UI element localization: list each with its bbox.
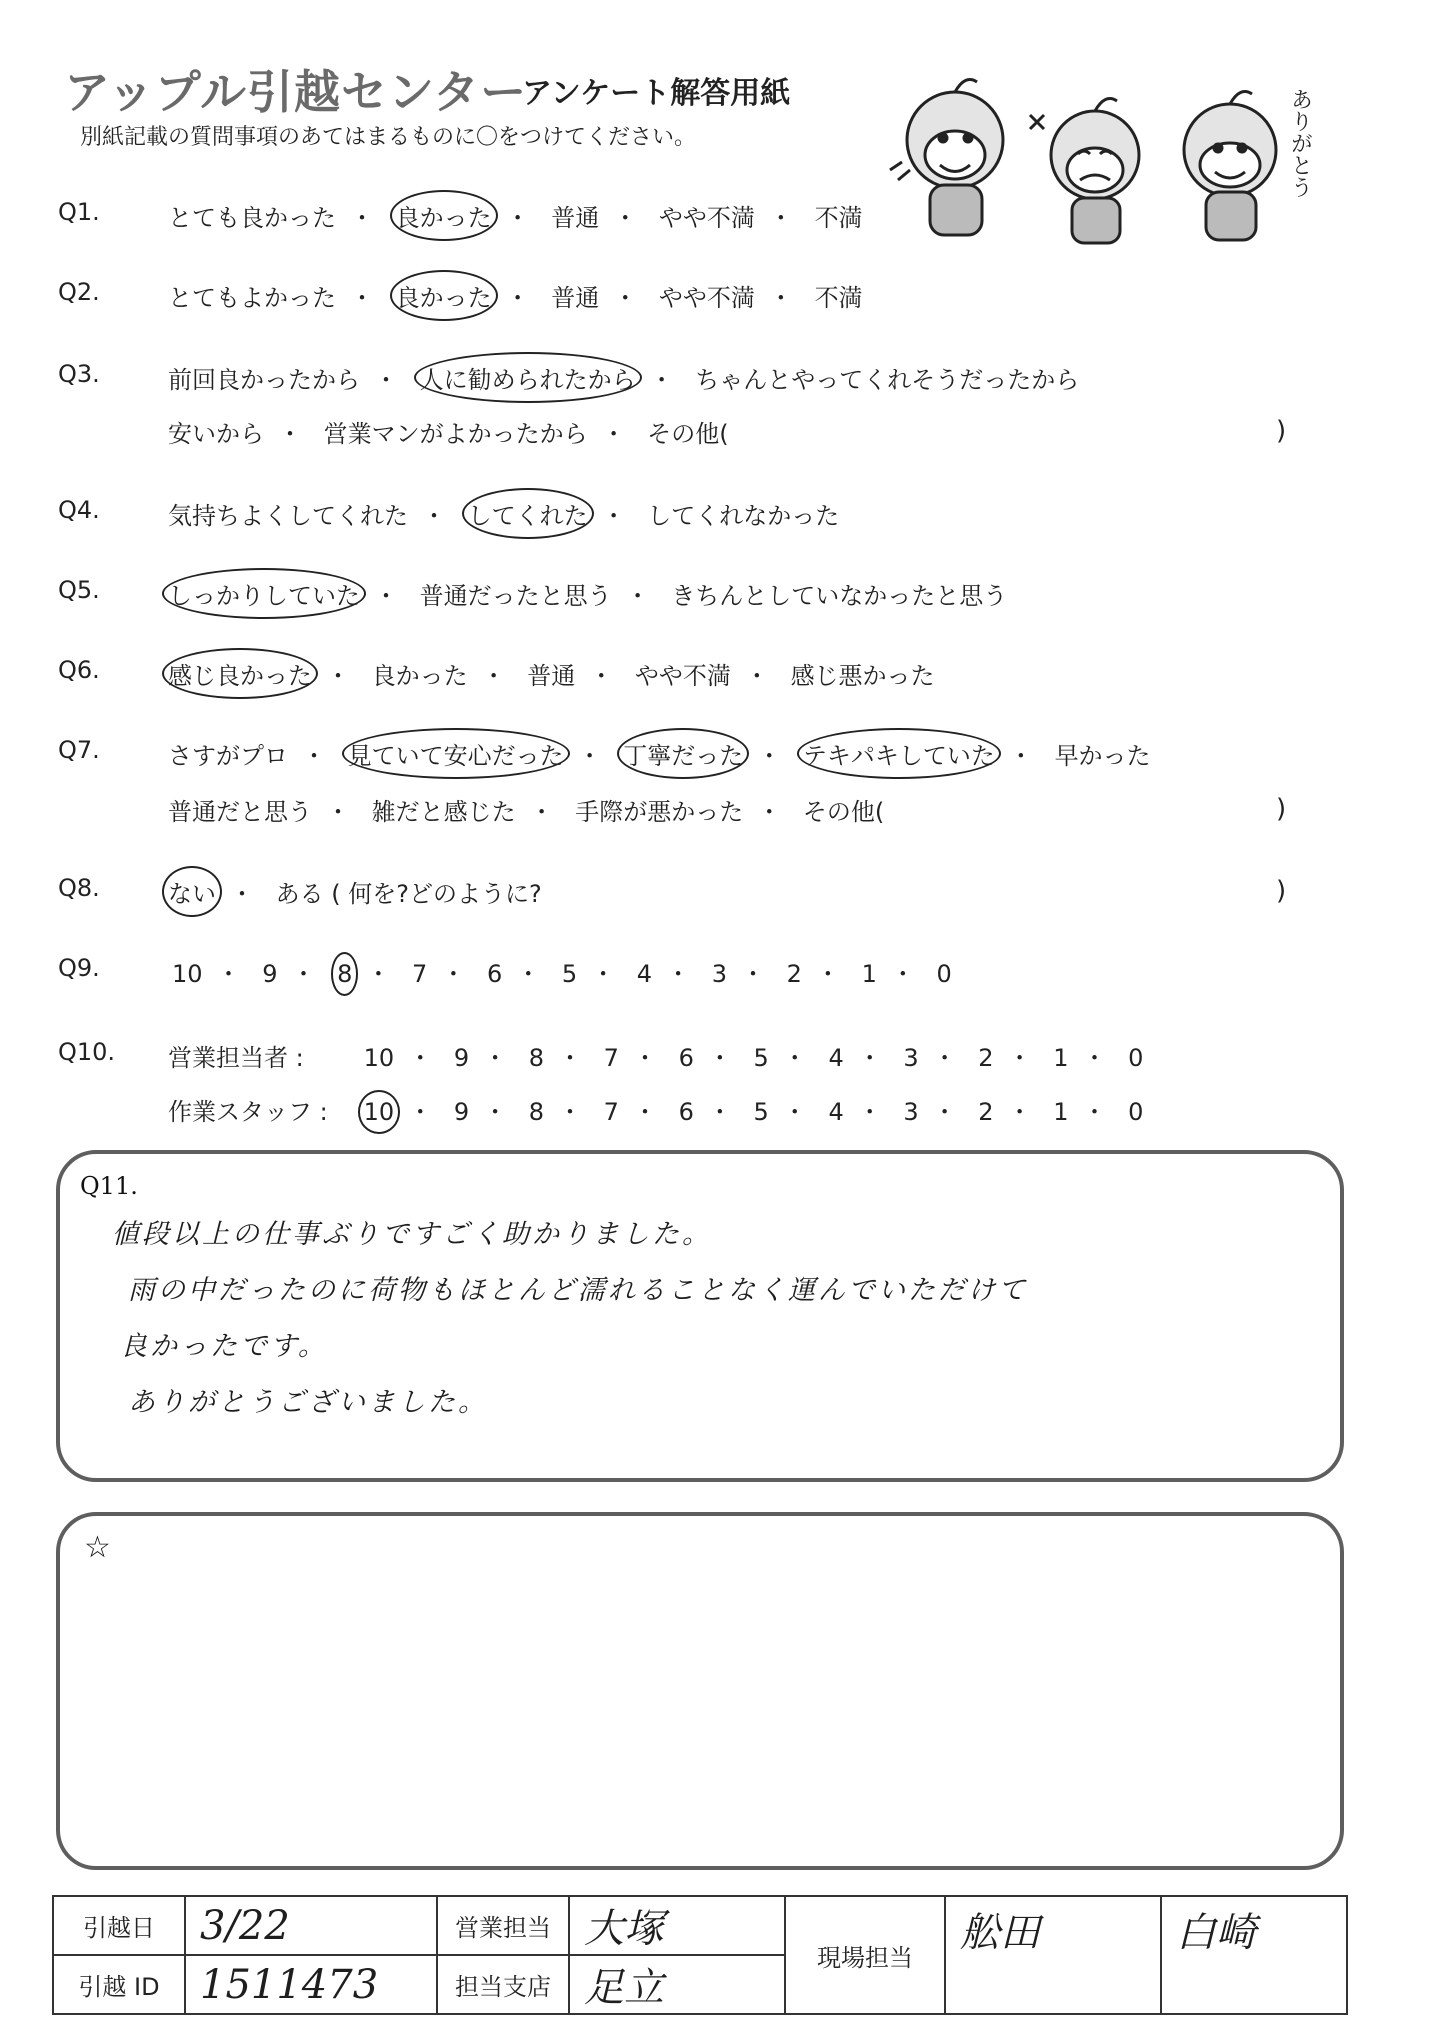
q10-sales-9[interactable]: 9 [453,1044,470,1072]
q7-option-5[interactable]: 普通だと思う [168,798,312,826]
q2-options: とてもよかった ・ 良かった ・ 普通 ・ やや不満 ・ 不満 [168,278,863,313]
q7-options-line2: 普通だと思う ・ 雑だと感じた ・ 手際が悪かった ・ その他( [168,792,884,827]
moving-id-label: 引越 ID [53,1955,185,2014]
q11-answer-line-3: 良かったです。 [120,1331,328,1362]
q7-option-6[interactable]: 雑だと感じた [371,798,516,826]
q10-staff-0[interactable]: 0 [1128,1098,1144,1126]
q3-label: Q3. [58,360,100,388]
q9-score-3[interactable]: 3 [711,960,727,988]
q4-label: Q4. [58,496,100,524]
q10-staff-9[interactable]: 9 [453,1098,470,1126]
q6-options: 感じ良かった ・ 良かった ・ 普通 ・ やや不満 ・ 感じ悪かった [168,656,935,691]
sales-staff-label: 営業担当 [437,1896,569,1955]
q10-staff-4[interactable]: 4 [828,1098,844,1126]
q10-staff-10-selected[interactable]: 10 [363,1098,395,1126]
q1-option-3[interactable]: やや不満 [658,204,755,232]
q7-option-0[interactable]: さすがプロ [168,742,288,770]
q11-label: Q11. [80,1172,138,1200]
moving-date-label: 引越日 [53,1896,185,1955]
mascot-thanks-text: ありがとう [1287,88,1313,198]
company-logo: アップル引越センター [64,65,528,119]
q3-option-other[interactable]: その他( [647,420,729,448]
moving-date-value: 3/22 [185,1896,437,1955]
q9-score-0[interactable]: 0 [936,960,952,988]
q1-option-4[interactable]: 不満 [814,204,863,232]
q9-score-1[interactable]: 1 [861,960,877,988]
q8-options: ない ・ ある ( 何を?どのように? [168,874,542,909]
free-comment-box[interactable] [56,1512,1344,1870]
q4-option-1-selected[interactable]: してくれた [468,496,588,531]
q3-option-0[interactable]: 前回良かったから [168,366,360,394]
q9-score-8-selected[interactable]: 8 [337,960,353,988]
q10-staff-row: 作業スタッフ : 10 ・ 9 ・ 8 ・ 7 ・ 6 ・ 5 ・ 4 ・ 3 ・ 2 ・ 1 ・ 0 [168,1092,1143,1127]
q1-option-0[interactable]: とても良かった [168,204,336,232]
q8-option-0-selected[interactable]: ない [168,874,216,909]
branch-value: 足立 [569,1955,785,2014]
q5-option-1[interactable]: 普通だったと思う [419,582,612,610]
q2-option-2[interactable]: 普通 [551,284,600,312]
q6-option-1[interactable]: 良かった [371,662,468,690]
q10-sales-2[interactable]: 2 [978,1044,994,1072]
q7-close-paren: ) [1276,794,1287,824]
q7-options-line1: さすがプロ ・ 見ていて安心だった ・ 丁寧だった ・ テキパキしていた ・ 早かった [168,736,1151,771]
q4-option-2[interactable]: してくれなかった [647,502,840,530]
q5-options: しっかりしていた ・ 普通だったと思う ・ きちんとしていなかったと思う [168,576,1007,611]
q6-option-2[interactable]: 普通 [527,662,576,690]
q1-label: Q1. [58,198,100,226]
q2-option-3[interactable]: やや不満 [658,284,755,312]
q9-scale: 10 ・ 9 ・ 8 ・ 7 ・ 6 ・ 5 ・ 4 ・ 3 ・ 2 ・ 1 ・ 0 [172,960,952,988]
q10-sales-5[interactable]: 5 [753,1044,769,1072]
q9-score-2[interactable]: 2 [786,960,802,988]
q3-options-line1: 前回良かったから ・ 人に勧められたから ・ ちゃんとやってくれそうだったから [168,360,1079,395]
q3-option-1-selected[interactable]: 人に勧められたから [420,360,636,395]
site-staff-1: 舩田 [945,1896,1161,2014]
branch-label: 担当支店 [437,1955,569,2014]
q3-option-3[interactable]: 安いから [168,420,264,448]
q9-score-7[interactable]: 7 [412,960,428,988]
q11-answer-line-1: 値段以上の仕事ぶりですごく助かりました。 [112,1219,712,1250]
q10-sales-7[interactable]: 7 [603,1044,619,1072]
q8-close-paren: ) [1276,876,1287,906]
q2-option-1-selected[interactable]: 良かった [396,278,492,313]
q10-sales-4[interactable]: 4 [828,1044,844,1072]
monkey-mascots-illustration [880,70,1320,250]
form-title: アンケート解答用紙 [522,76,791,111]
q3-close-paren: ) [1276,416,1287,446]
q10-label: Q10. [58,1038,116,1066]
q1-options: とても良かった ・ 良かった ・ 普通 ・ やや不満 ・ 不満 [168,198,863,233]
q3-option-2[interactable]: ちゃんとやってくれそうだったから [695,366,1080,394]
q11-answer-line-4: ありがとうございました。 [128,1387,488,1418]
q10-staff-label: 作業スタッフ : [168,1098,328,1126]
star-icon: ☆ [84,1530,111,1565]
footer-info-table [52,1895,1348,2015]
q7-option-2-selected[interactable]: 丁寧だった [623,736,743,771]
q10-sales-row: 営業担当者 : 10 ・ 9 ・ 8 ・ 7 ・ 6 ・ 5 ・ 4 ・ 3 ・ 2 ・ 1 ・ 0 [168,1038,1143,1073]
q10-sales-label: 営業担当者 : [168,1044,304,1072]
q7-option-3-selected[interactable]: テキパキしていた [803,736,995,771]
q4-options: 気持ちよくしてくれた ・ してくれた ・ してくれなかった [168,496,839,531]
moving-id-value: 1511473 [185,1955,437,2014]
site-staff-2: 白崎 [1161,1896,1347,2014]
sales-staff-value: 大塚 [569,1896,785,1955]
q9-score-10[interactable]: 10 [172,960,203,988]
q10-sales-0[interactable]: 0 [1128,1044,1144,1072]
q1-option-2[interactable]: 普通 [551,204,600,232]
q6-option-3[interactable]: やや不満 [634,662,731,690]
q3-options-line2: 安いから ・ 営業マンがよかったから ・ その他( [168,414,729,449]
q10-staff-5[interactable]: 5 [753,1098,769,1126]
q10-sales-6[interactable]: 6 [678,1044,694,1072]
q8-option-1[interactable]: ある ( 何を?どのように? [275,880,542,908]
q7-label: Q7. [58,736,100,764]
q9-score-5[interactable]: 5 [561,960,578,988]
q2-label: Q2. [58,278,100,306]
q5-label: Q5. [58,576,100,604]
q11-answer-line-2: 雨の中だったのに荷物もほとんど濡れることなく運んでいただけて [128,1275,1028,1306]
q7-option-other[interactable]: その他( [802,798,885,826]
q6-option-4[interactable]: 感じ悪かった [790,662,935,690]
q8-label: Q8. [58,874,100,902]
q6-label: Q6. [58,656,100,684]
q10-sales-1[interactable]: 1 [1053,1044,1069,1072]
q9-score-9[interactable]: 9 [262,960,278,988]
q1-option-1-selected[interactable]: 良かった [396,198,492,233]
q5-option-2[interactable]: きちんとしていなかったと思う [671,582,1008,610]
q7-option-7[interactable]: 手際が悪かった [575,798,744,826]
q10-staff-6[interactable]: 6 [678,1098,694,1126]
q9-score-6[interactable]: 6 [486,960,503,988]
q10-staff-7[interactable]: 7 [603,1098,619,1126]
instruction-text: 別紙記載の質問事項のあてはまるものに〇をつけてください。 [80,125,697,150]
q9-label: Q9. [58,954,100,982]
q10-staff-3[interactable]: 3 [903,1098,919,1126]
q10-staff-8[interactable]: 8 [528,1098,545,1126]
site-staff-label: 現場担当 [785,1896,945,2014]
q2-option-4[interactable]: 不満 [814,284,863,312]
q6-option-0-selected[interactable]: 感じ良かった [168,656,312,691]
q7-option-1-selected[interactable]: 見ていて安心だった [348,736,564,771]
q2-option-0[interactable]: とてもよかった [168,284,336,312]
q3-option-4[interactable]: 営業マンがよかったから [323,420,588,448]
q9-score-4[interactable]: 4 [636,960,653,988]
q4-option-0[interactable]: 気持ちよくしてくれた [168,502,408,530]
q7-option-4[interactable]: 早かった [1054,742,1151,770]
q10-staff-1[interactable]: 1 [1053,1098,1069,1126]
q10-staff-2[interactable]: 2 [978,1098,994,1126]
q5-option-0-selected[interactable]: しっかりしていた [168,576,360,611]
q10-sales-10[interactable]: 10 [363,1044,395,1072]
q10-sales-3[interactable]: 3 [903,1044,919,1072]
q10-sales-8[interactable]: 8 [528,1044,545,1072]
q11-answer-box[interactable] [56,1150,1344,1482]
